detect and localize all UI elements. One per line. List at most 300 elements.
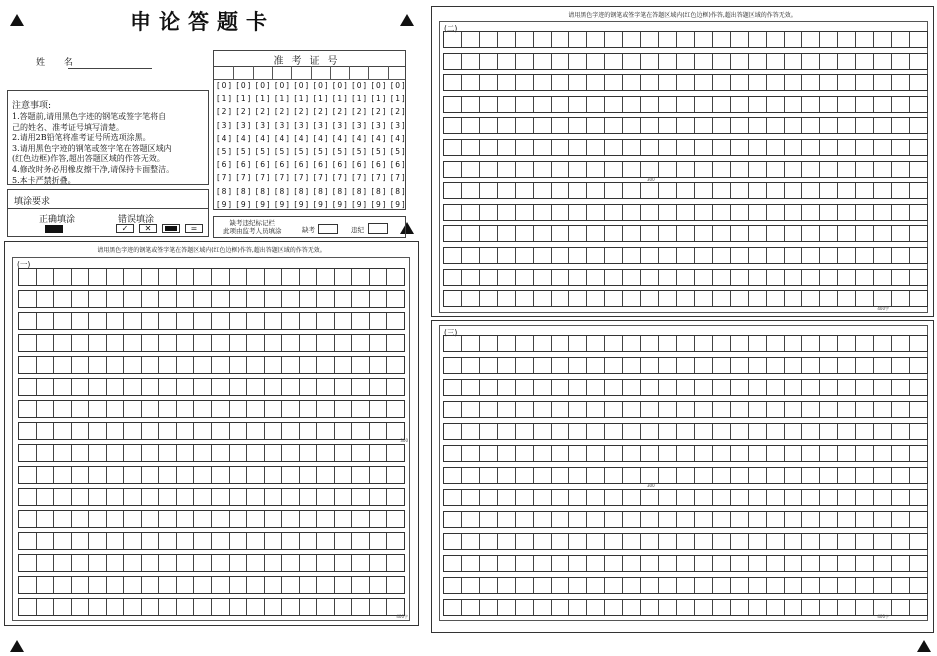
- grid-cell[interactable]: [37, 313, 55, 329]
- grid-cell[interactable]: [89, 445, 107, 461]
- grid-cell[interactable]: [587, 162, 605, 177]
- grid-cell[interactable]: [480, 380, 498, 395]
- grid-cell[interactable]: [569, 54, 587, 69]
- grid-cell[interactable]: [731, 270, 749, 285]
- grid-cell[interactable]: [370, 445, 388, 461]
- grid-cell[interactable]: [89, 555, 107, 571]
- grid-cell[interactable]: [54, 533, 72, 549]
- grid-cell[interactable]: [247, 313, 265, 329]
- grid-cell[interactable]: [159, 599, 177, 615]
- grid-cell[interactable]: [480, 205, 498, 220]
- grid-cell[interactable]: [142, 533, 160, 549]
- grid-cell[interactable]: [731, 490, 749, 505]
- grid-cell[interactable]: [124, 533, 142, 549]
- grid-cell[interactable]: [370, 291, 388, 307]
- grid-cell[interactable]: [352, 577, 370, 593]
- grid-cell[interactable]: [300, 401, 318, 417]
- grid-cell[interactable]: [892, 556, 910, 571]
- grid-cell[interactable]: [659, 490, 677, 505]
- grid-cell[interactable]: [107, 423, 125, 439]
- grid-cell[interactable]: [749, 162, 767, 177]
- grid-cell[interactable]: [159, 313, 177, 329]
- grid-cell[interactable]: [352, 599, 370, 615]
- grid-cell[interactable]: [177, 313, 195, 329]
- grid-cell[interactable]: [107, 555, 125, 571]
- grid-cell[interactable]: [767, 556, 785, 571]
- grid-cell[interactable]: [856, 424, 874, 439]
- grid-cell[interactable]: [72, 335, 90, 351]
- grid-cell[interactable]: [641, 402, 659, 417]
- grid-cell[interactable]: [892, 402, 910, 417]
- grid-cell[interactable]: [910, 468, 927, 483]
- digit-bubble[interactable]: [ 9 ]: [391, 200, 405, 210]
- grid-cell[interactable]: [623, 205, 641, 220]
- digit-bubble[interactable]: [ 9 ]: [314, 200, 328, 210]
- grid-cell[interactable]: [856, 32, 874, 47]
- grid-cell[interactable]: [444, 54, 462, 69]
- grid-cell[interactable]: [194, 335, 212, 351]
- grid-cell[interactable]: [569, 358, 587, 373]
- grid-cell[interactable]: [892, 205, 910, 220]
- grid-cell[interactable]: [677, 248, 695, 263]
- grid-cell[interactable]: [641, 534, 659, 549]
- grid-cell[interactable]: [516, 556, 534, 571]
- grid-cell[interactable]: [516, 291, 534, 306]
- grid-cell[interactable]: [177, 577, 195, 593]
- grid-cell[interactable]: [587, 424, 605, 439]
- digit-bubble[interactable]: [ 7 ]: [217, 173, 231, 183]
- grid-cell[interactable]: [838, 97, 856, 112]
- grid-cell[interactable]: [387, 511, 404, 527]
- grid-cell[interactable]: [659, 534, 677, 549]
- grid-cell[interactable]: [212, 467, 230, 483]
- digit-bubble[interactable]: [ 8 ]: [275, 187, 289, 197]
- grid-cell[interactable]: [659, 291, 677, 306]
- grid-cell[interactable]: [352, 401, 370, 417]
- grid-cell[interactable]: [623, 402, 641, 417]
- digit-bubble[interactable]: [ 2 ]: [236, 107, 250, 117]
- grid-cell[interactable]: [623, 512, 641, 527]
- grid-cell[interactable]: [874, 358, 892, 373]
- grid-cell[interactable]: [587, 336, 605, 351]
- grid-cell[interactable]: [749, 336, 767, 351]
- grid-cell[interactable]: [874, 226, 892, 241]
- digit-bubble[interactable]: [ 7 ]: [333, 173, 347, 183]
- grid-cell[interactable]: [142, 313, 160, 329]
- grid-cell[interactable]: [749, 205, 767, 220]
- grid-cell[interactable]: [265, 335, 283, 351]
- grid-cell[interactable]: [230, 555, 248, 571]
- grid-cell[interactable]: [892, 75, 910, 90]
- grid-cell[interactable]: [534, 118, 552, 133]
- grid-cell[interactable]: [462, 446, 480, 461]
- grid-cell[interactable]: [677, 54, 695, 69]
- grid-cell[interactable]: [247, 467, 265, 483]
- grid-cell[interactable]: [335, 555, 353, 571]
- grid-cell[interactable]: [300, 445, 318, 461]
- grid-cell[interactable]: [516, 380, 534, 395]
- grid-cell[interactable]: [820, 556, 838, 571]
- grid-cell[interactable]: [480, 183, 498, 198]
- grid-cell[interactable]: [516, 512, 534, 527]
- grid-cell[interactable]: [37, 445, 55, 461]
- grid-cell[interactable]: [569, 97, 587, 112]
- grid-cell[interactable]: [142, 357, 160, 373]
- grid-cell[interactable]: [731, 140, 749, 155]
- grid-cell[interactable]: [317, 445, 335, 461]
- grid-cell[interactable]: [54, 269, 72, 285]
- grid-cell[interactable]: [767, 380, 785, 395]
- grid-cell[interactable]: [785, 226, 803, 241]
- grid-cell[interactable]: [713, 600, 731, 615]
- grid-cell[interactable]: [910, 358, 927, 373]
- grid-cell[interactable]: [838, 226, 856, 241]
- grid-cell[interactable]: [641, 140, 659, 155]
- grid-cell[interactable]: [444, 380, 462, 395]
- grid-cell[interactable]: [265, 467, 283, 483]
- grid-cell[interactable]: [177, 401, 195, 417]
- grid-cell[interactable]: [838, 140, 856, 155]
- grid-cell[interactable]: [19, 533, 37, 549]
- grid-cell[interactable]: [177, 291, 195, 307]
- grid-cell[interactable]: [802, 446, 820, 461]
- grid-cell[interactable]: [820, 600, 838, 615]
- grid-cell[interactable]: [370, 379, 388, 395]
- grid-cell[interactable]: [856, 490, 874, 505]
- grid-cell[interactable]: [159, 467, 177, 483]
- digit-bubble[interactable]: [ 4 ]: [236, 134, 250, 144]
- grid-cell[interactable]: [695, 534, 713, 549]
- grid-cell[interactable]: [587, 358, 605, 373]
- grid-cell[interactable]: [498, 336, 516, 351]
- grid-cell[interactable]: [659, 205, 677, 220]
- grid-cell[interactable]: [713, 205, 731, 220]
- grid-cell[interactable]: [480, 118, 498, 133]
- grid-cell[interactable]: [713, 75, 731, 90]
- grid-cell[interactable]: [247, 335, 265, 351]
- grid-cell[interactable]: [731, 402, 749, 417]
- grid-cell[interactable]: [230, 291, 248, 307]
- grid-cell[interactable]: [352, 467, 370, 483]
- digit-bubble[interactable]: [ 8 ]: [294, 187, 308, 197]
- grid-cell[interactable]: [820, 32, 838, 47]
- grid-cell[interactable]: [462, 75, 480, 90]
- grid-cell[interactable]: [820, 512, 838, 527]
- grid-cell[interactable]: [856, 97, 874, 112]
- grid-cell[interactable]: [317, 577, 335, 593]
- grid-cell[interactable]: [370, 269, 388, 285]
- grid-cell[interactable]: [731, 578, 749, 593]
- grid-cell[interactable]: [72, 357, 90, 373]
- grid-cell[interactable]: [802, 556, 820, 571]
- grid-cell[interactable]: [874, 118, 892, 133]
- grid-cell[interactable]: [462, 556, 480, 571]
- grid-cell[interactable]: [498, 358, 516, 373]
- grid-cell[interactable]: [820, 468, 838, 483]
- grid-cell[interactable]: [282, 401, 300, 417]
- grid-cell[interactable]: [767, 512, 785, 527]
- grid-cell[interactable]: [534, 336, 552, 351]
- grid-cell[interactable]: [820, 270, 838, 285]
- grid-cell[interactable]: [335, 379, 353, 395]
- grid-cell[interactable]: [370, 489, 388, 505]
- grid-cell[interactable]: [352, 445, 370, 461]
- grid-cell[interactable]: [107, 599, 125, 615]
- grid-cell[interactable]: [282, 445, 300, 461]
- grid-cell[interactable]: [480, 248, 498, 263]
- grid-cell[interactable]: [569, 512, 587, 527]
- grid-cell[interactable]: [352, 489, 370, 505]
- grid-cell[interactable]: [605, 54, 623, 69]
- grid-cell[interactable]: [516, 226, 534, 241]
- grid-cell[interactable]: [713, 512, 731, 527]
- grid-cell[interactable]: [749, 32, 767, 47]
- grid-cell[interactable]: [498, 32, 516, 47]
- grid-cell[interactable]: [159, 357, 177, 373]
- grid-cell[interactable]: [282, 357, 300, 373]
- grid-cell[interactable]: [713, 183, 731, 198]
- grid-cell[interactable]: [444, 446, 462, 461]
- grid-cell[interactable]: [856, 336, 874, 351]
- grid-cell[interactable]: [569, 446, 587, 461]
- grid-cell[interactable]: [72, 445, 90, 461]
- grid-cell[interactable]: [54, 401, 72, 417]
- grid-cell[interactable]: [749, 600, 767, 615]
- grid-cell[interactable]: [569, 32, 587, 47]
- digit-bubble[interactable]: [ 4 ]: [294, 134, 308, 144]
- violation-checkbox[interactable]: [368, 223, 388, 234]
- grid-cell[interactable]: [177, 511, 195, 527]
- grid-cell[interactable]: [802, 54, 820, 69]
- grid-cell[interactable]: [856, 162, 874, 177]
- grid-cell[interactable]: [802, 162, 820, 177]
- grid-cell[interactable]: [659, 183, 677, 198]
- grid-cell[interactable]: [300, 467, 318, 483]
- grid-cell[interactable]: [677, 600, 695, 615]
- grid-cell[interactable]: [892, 446, 910, 461]
- grid-cell[interactable]: [856, 402, 874, 417]
- grid-cell[interactable]: [659, 358, 677, 373]
- grid-cell[interactable]: [387, 291, 404, 307]
- grid-cell[interactable]: [124, 445, 142, 461]
- grid-cell[interactable]: [387, 555, 404, 571]
- grid-cell[interactable]: [587, 402, 605, 417]
- grid-cell[interactable]: [838, 556, 856, 571]
- grid-cell[interactable]: [587, 226, 605, 241]
- grid-cell[interactable]: [72, 401, 90, 417]
- grid-cell[interactable]: [317, 533, 335, 549]
- grid-cell[interactable]: [387, 577, 404, 593]
- grid-cell[interactable]: [534, 556, 552, 571]
- grid-cell[interactable]: [387, 467, 404, 483]
- grid-cell[interactable]: [335, 335, 353, 351]
- grid-cell[interactable]: [767, 75, 785, 90]
- grid-cell[interactable]: [444, 183, 462, 198]
- grid-cell[interactable]: [623, 97, 641, 112]
- grid-cell[interactable]: [569, 226, 587, 241]
- grid-cell[interactable]: [767, 358, 785, 373]
- grid-cell[interactable]: [552, 490, 570, 505]
- grid-cell[interactable]: [300, 335, 318, 351]
- grid-cell[interactable]: [194, 379, 212, 395]
- grid-cell[interactable]: [317, 269, 335, 285]
- grid-cell[interactable]: [874, 75, 892, 90]
- grid-cell[interactable]: [731, 118, 749, 133]
- grid-cell[interactable]: [910, 490, 927, 505]
- answer-grid[interactable]: [18, 268, 405, 612]
- grid-cell[interactable]: [892, 118, 910, 133]
- grid-cell[interactable]: [534, 54, 552, 69]
- grid-cell[interactable]: [370, 335, 388, 351]
- grid-cell[interactable]: [856, 75, 874, 90]
- grid-cell[interactable]: [767, 336, 785, 351]
- grid-cell[interactable]: [802, 380, 820, 395]
- grid-cell[interactable]: [159, 577, 177, 593]
- grid-cell[interactable]: [641, 358, 659, 373]
- grid-cell[interactable]: [587, 183, 605, 198]
- grid-cell[interactable]: [265, 445, 283, 461]
- grid-cell[interactable]: [37, 291, 55, 307]
- grid-cell[interactable]: [731, 556, 749, 571]
- grid-cell[interactable]: [159, 401, 177, 417]
- grid-cell[interactable]: [480, 54, 498, 69]
- grid-cell[interactable]: [856, 380, 874, 395]
- grid-cell[interactable]: [713, 162, 731, 177]
- grid-cell[interactable]: [838, 336, 856, 351]
- digit-bubble[interactable]: [ 6 ]: [256, 160, 270, 170]
- grid-cell[interactable]: [749, 446, 767, 461]
- grid-cell[interactable]: [749, 402, 767, 417]
- grid-cell[interactable]: [695, 32, 713, 47]
- grid-cell[interactable]: [317, 599, 335, 615]
- grid-cell[interactable]: [230, 445, 248, 461]
- grid-cell[interactable]: [820, 424, 838, 439]
- grid-cell[interactable]: [335, 599, 353, 615]
- digit-bubble[interactable]: [ 8 ]: [256, 187, 270, 197]
- grid-cell[interactable]: [713, 380, 731, 395]
- grid-cell[interactable]: [785, 291, 803, 306]
- grid-cell[interactable]: [713, 358, 731, 373]
- grid-cell[interactable]: [910, 512, 927, 527]
- grid-cell[interactable]: [19, 313, 37, 329]
- grid-cell[interactable]: [317, 401, 335, 417]
- grid-cell[interactable]: [124, 357, 142, 373]
- grid-cell[interactable]: [300, 489, 318, 505]
- grid-cell[interactable]: [820, 226, 838, 241]
- digit-bubble[interactable]: [ 3 ]: [236, 121, 250, 131]
- grid-cell[interactable]: [370, 467, 388, 483]
- grid-cell[interactable]: [317, 423, 335, 439]
- grid-cell[interactable]: [107, 489, 125, 505]
- grid-cell[interactable]: [516, 54, 534, 69]
- digit-bubble[interactable]: [ 3 ]: [391, 121, 405, 131]
- grid-cell[interactable]: [444, 270, 462, 285]
- grid-cell[interactable]: [19, 357, 37, 373]
- grid-cell[interactable]: [498, 534, 516, 549]
- grid-cell[interactable]: [641, 118, 659, 133]
- grid-cell[interactable]: [892, 162, 910, 177]
- digit-bubble[interactable]: [ 5 ]: [256, 147, 270, 157]
- grid-cell[interactable]: [695, 140, 713, 155]
- grid-cell[interactable]: [480, 226, 498, 241]
- digit-bubble[interactable]: [ 0 ]: [333, 81, 347, 91]
- grid-cell[interactable]: [265, 489, 283, 505]
- grid-cell[interactable]: [785, 336, 803, 351]
- grid-cell[interactable]: [89, 533, 107, 549]
- grid-cell[interactable]: [480, 446, 498, 461]
- grid-cell[interactable]: [534, 97, 552, 112]
- grid-cell[interactable]: [516, 468, 534, 483]
- grid-cell[interactable]: [444, 140, 462, 155]
- grid-cell[interactable]: [124, 291, 142, 307]
- grid-cell[interactable]: [910, 205, 927, 220]
- grid-cell[interactable]: [462, 32, 480, 47]
- grid-cell[interactable]: [480, 32, 498, 47]
- grid-cell[interactable]: [856, 183, 874, 198]
- grid-cell[interactable]: [785, 54, 803, 69]
- grid-cell[interactable]: [282, 467, 300, 483]
- grid-cell[interactable]: [444, 336, 462, 351]
- grid-cell[interactable]: [605, 512, 623, 527]
- grid-cell[interactable]: [352, 511, 370, 527]
- grid-cell[interactable]: [785, 534, 803, 549]
- grid-cell[interactable]: [194, 533, 212, 549]
- grid-cell[interactable]: [107, 357, 125, 373]
- answer-grid[interactable]: [443, 335, 928, 618]
- grid-cell[interactable]: [749, 512, 767, 527]
- grid-cell[interactable]: [856, 54, 874, 69]
- grid-cell[interactable]: [874, 446, 892, 461]
- grid-cell[interactable]: [874, 54, 892, 69]
- grid-cell[interactable]: [387, 489, 404, 505]
- grid-cell[interactable]: [767, 162, 785, 177]
- grid-cell[interactable]: [54, 313, 72, 329]
- grid-cell[interactable]: [89, 401, 107, 417]
- grid-cell[interactable]: [72, 269, 90, 285]
- grid-cell[interactable]: [444, 578, 462, 593]
- grid-cell[interactable]: [587, 140, 605, 155]
- grid-cell[interactable]: [534, 490, 552, 505]
- grid-cell[interactable]: [713, 97, 731, 112]
- grid-cell[interactable]: [623, 183, 641, 198]
- grid-cell[interactable]: [552, 291, 570, 306]
- grid-cell[interactable]: [695, 402, 713, 417]
- grid-cell[interactable]: [713, 118, 731, 133]
- grid-cell[interactable]: [54, 489, 72, 505]
- grid-cell[interactable]: [107, 269, 125, 285]
- grid-cell[interactable]: [802, 578, 820, 593]
- grid-cell[interactable]: [19, 291, 37, 307]
- grid-cell[interactable]: [462, 468, 480, 483]
- grid-cell[interactable]: [107, 533, 125, 549]
- digit-bubble[interactable]: [ 6 ]: [314, 160, 328, 170]
- grid-cell[interactable]: [677, 358, 695, 373]
- grid-cell[interactable]: [265, 379, 283, 395]
- grid-cell[interactable]: [856, 446, 874, 461]
- grid-cell[interactable]: [480, 402, 498, 417]
- grid-cell[interactable]: [767, 32, 785, 47]
- grid-cell[interactable]: [462, 402, 480, 417]
- grid-cell[interactable]: [623, 140, 641, 155]
- grid-cell[interactable]: [498, 291, 516, 306]
- grid-cell[interactable]: [838, 205, 856, 220]
- grid-cell[interactable]: [605, 97, 623, 112]
- grid-cell[interactable]: [516, 270, 534, 285]
- grid-cell[interactable]: [910, 578, 927, 593]
- grid-cell[interactable]: [623, 380, 641, 395]
- grid-cell[interactable]: [910, 556, 927, 571]
- grid-cell[interactable]: [910, 32, 927, 47]
